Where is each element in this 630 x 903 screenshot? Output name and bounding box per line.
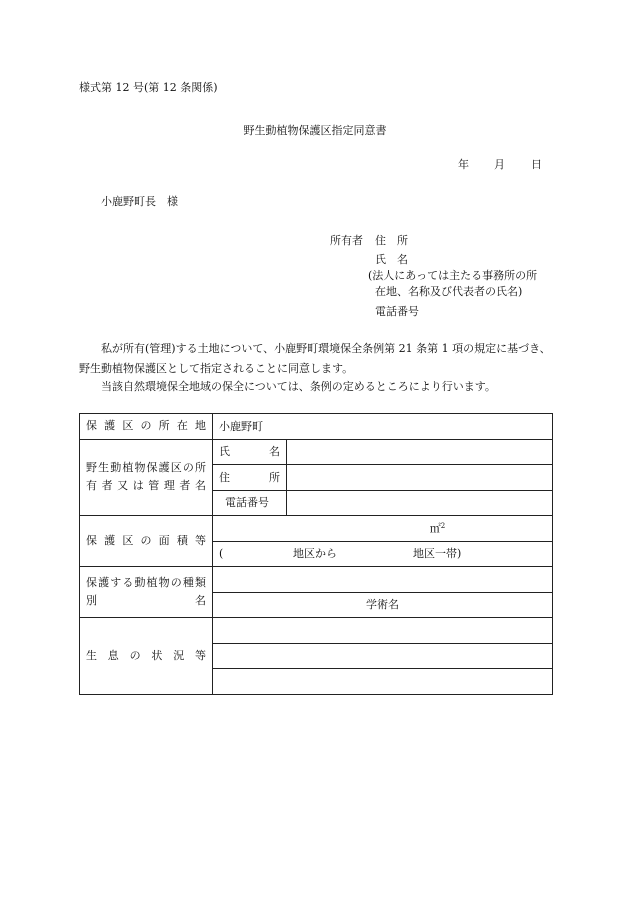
district-cell [213,541,553,567]
table-row [80,618,553,644]
table-row [80,516,553,542]
owner-phone-label: 電話番号 [375,305,419,318]
addressee: 小鹿野町長 様 [101,195,178,208]
table-row [80,414,553,440]
table-row [80,567,553,593]
owner-name-cell: 氏 名 [213,439,287,465]
designation-table [79,413,553,695]
species-label: 保護する動植物の種類別名 [80,567,213,618]
date-day: 日 [531,158,542,171]
habitat-line-1 [213,618,553,644]
district-area: 地区一帯) [413,547,462,561]
owner-name-label: 氏 名 [375,253,408,266]
owner-phone-cell: 電話番号 [213,490,287,516]
owner-section-label: 野生動植物保護区の所有者又は管理者名 [80,439,213,516]
scientific-name-cell: 学術名 [213,592,553,618]
habitat-line-3 [213,669,553,695]
district-from: 地区から [293,547,337,561]
owner-address-value [287,465,553,491]
date-year: 年 [458,158,469,171]
owner-phone-value [287,490,553,516]
habitat-line-2 [213,643,553,669]
species-value [213,567,553,593]
habitat-label: 生息の状況等 [80,618,213,695]
consent-paragraph-2: 当該自然環境保全地域の保全については、条例の定めるところにより行います。 [101,380,496,393]
form-number: 様式第 12 号(第 12 条関係) [79,81,218,94]
date-month: 月 [494,158,505,171]
owner-label: 所有者 [330,234,363,247]
area-label: 保護区の面積等 [80,516,213,567]
location-value: 小鹿野町 [213,414,553,440]
owner-note-line1: (法人にあっては主たる事務所の所 [368,269,538,282]
consent-paragraph: 私が所有(管理)する土地について、小鹿野町環境保全条例第 21 条第 1 項の規定に基づき、野生動植物保護区として指定されることに同意します。 [79,342,551,375]
location-label: 保護区の所在地 [80,414,213,440]
owner-address-label: 住 所 [375,234,408,247]
owner-note-line2: 在地、名称及び代表者の氏名) [375,285,523,298]
owner-address-cell: 住 所 [213,465,287,491]
district-open-paren: ( [219,547,224,561]
table-row [80,439,553,465]
owner-name-value [287,439,553,465]
area-value [213,516,553,542]
area-unit-superscript: 2 [440,521,446,530]
area-unit: ㎡ [429,521,441,535]
document-title: 野生動植物保護区指定同意書 [243,124,387,137]
